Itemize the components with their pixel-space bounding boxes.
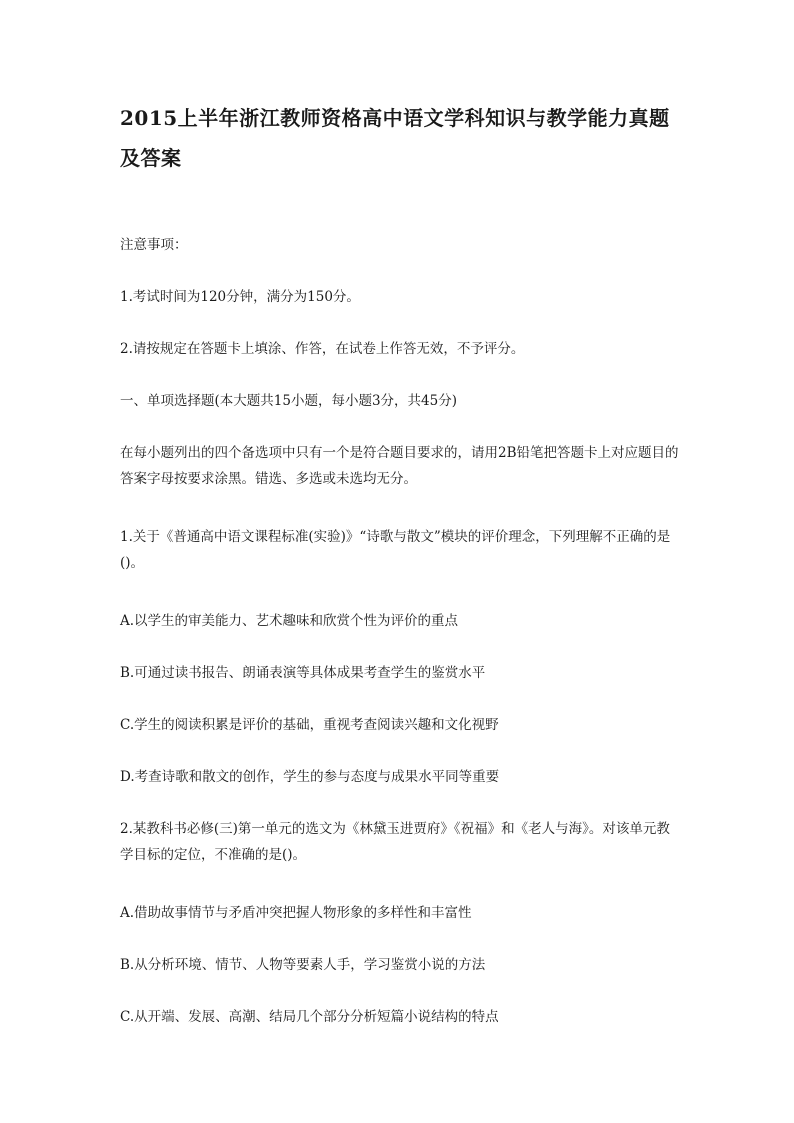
section-heading: 一、单项选择题(本大题共15小题，每小题3分，共45分) — [120, 393, 457, 409]
notice-item: 1.考试时间为120分钟，满分为150分。 — [120, 289, 360, 305]
question-stem: 1.关于《普通高中语文课程标准(实验)》“诗歌与散文”模块的评价理念，下列理解不正确的是()。 — [120, 529, 671, 571]
notice-item: 2.请按规定在答题卡上填涂、作答，在试卷上作答无效，不予评分。 — [120, 341, 525, 357]
notice-heading: 注意事项： — [120, 237, 188, 253]
question-option: A.借助故事情节与矛盾冲突把握人物形象的多样性和丰富性 — [120, 905, 472, 921]
question-stem: 2.某教科书必修(三)第一单元的选文为《林黛玉进贾府》《祝福》和《老人与海》。对该单元教学目标的定位，不准确的是()。 — [120, 821, 670, 863]
question-option: D.考查诗歌和散文的创作，学生的参与态度与成果水平同等重要 — [120, 769, 500, 785]
question-option: C.从开端、发展、高潮、结局几个部分分析短篇小说结构的特点 — [120, 1009, 499, 1025]
question-option: B.可通过读书报告、朗诵表演等具体成果考查学生的鉴赏水平 — [120, 665, 486, 681]
section-instruction: 在每小题列出的四个备选项中只有一个是符合题目要求的，请用2B铅笔把答题卡上对应题目的答案字母按要求涂黑。错选、多选或未选均无分。 — [120, 445, 679, 487]
question-option: B.从分析环境、情节、人物等要素人手，学习鉴赏小说的方法 — [120, 957, 486, 973]
question-option: A.以学生的审美能力、艺术趣味和欣赏个性为评价的重点 — [120, 613, 459, 629]
page-title: 2015上半年浙江教师资格高中语文学科知识与教学能力真题及答案 — [120, 106, 670, 170]
question-option: C.学生的阅读积累是评价的基础，重视考查阅读兴趣和文化视野 — [120, 717, 499, 733]
